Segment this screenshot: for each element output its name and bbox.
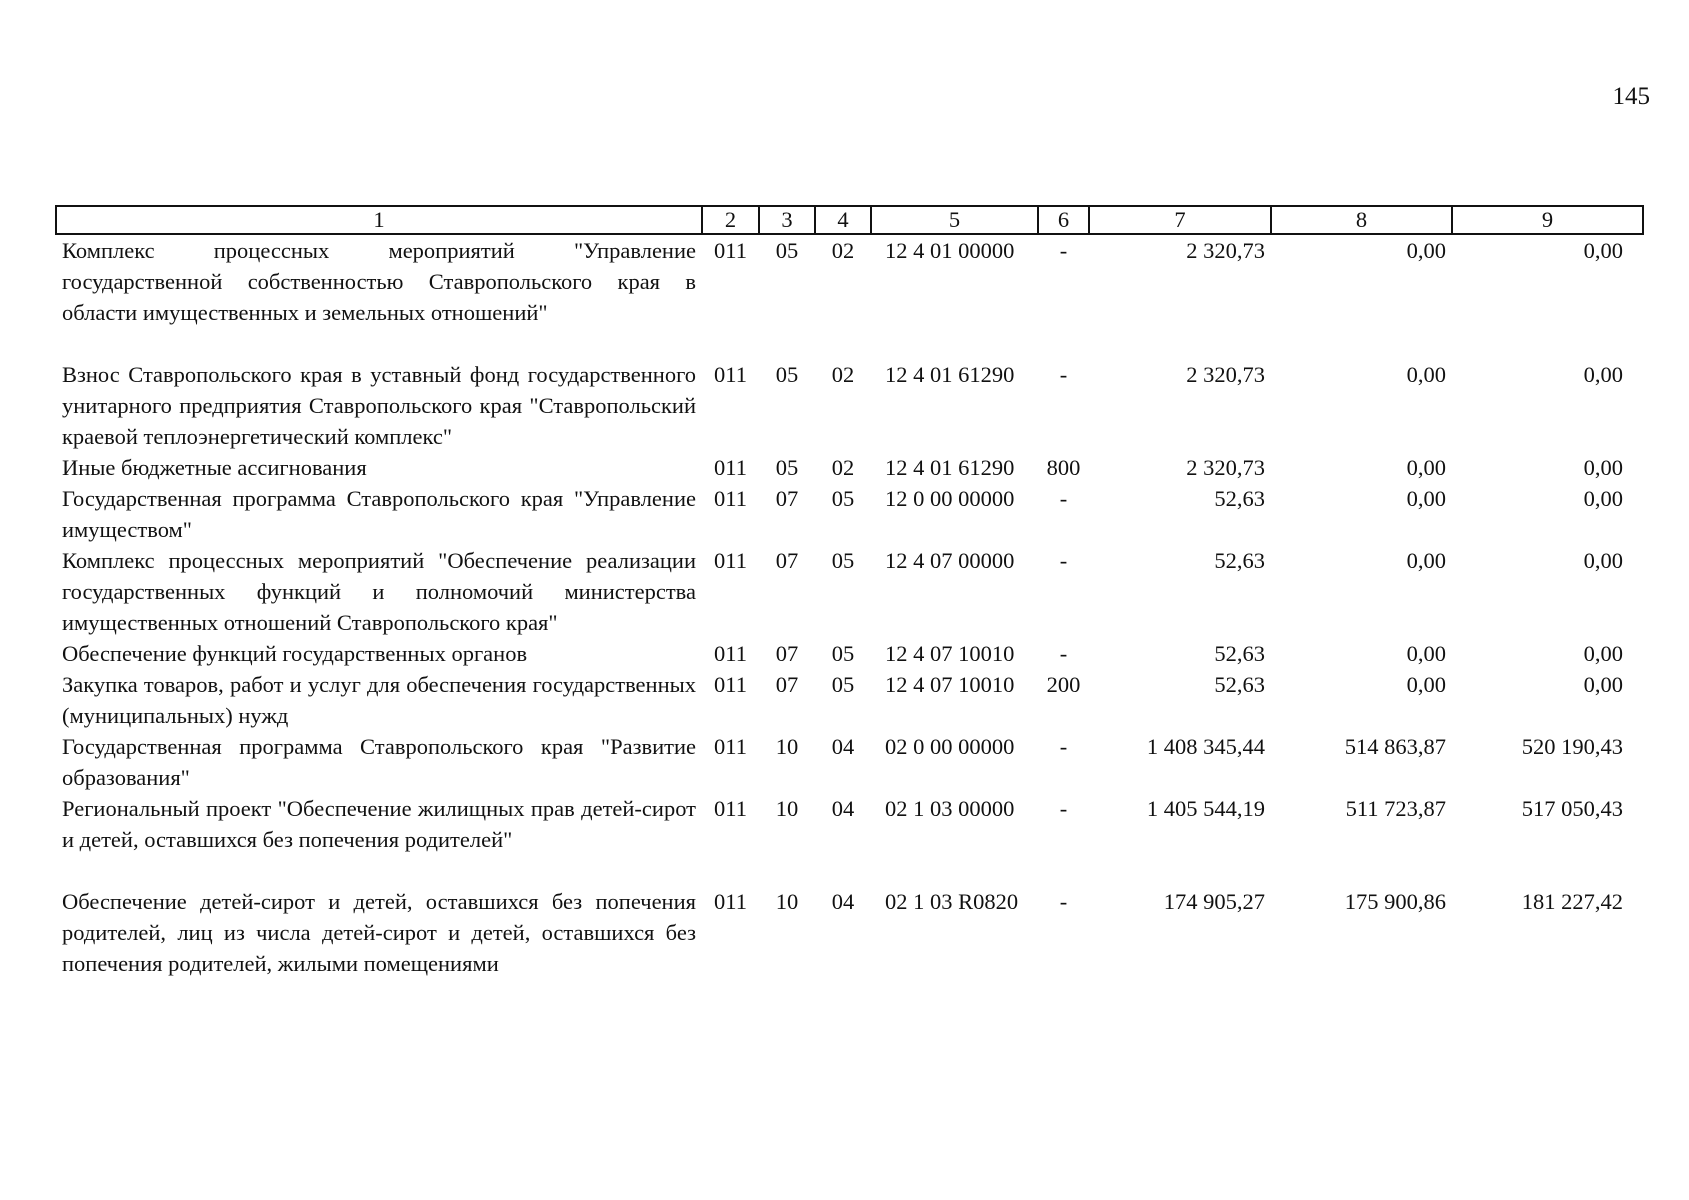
header-col-7: 7: [1089, 206, 1271, 234]
row-col-2: 011: [714, 362, 747, 387]
row-col-2: 011: [714, 548, 747, 573]
row-name: Иные бюджетные ассигнования: [62, 455, 367, 480]
page-number: 145: [1612, 83, 1650, 110]
table-row: [56, 483, 1643, 545]
table-row: [56, 731, 1643, 793]
table-row: [56, 452, 1643, 483]
row-name: Комплекс процессных мероприятий "Управление государственной собственностью Ставропольского края в области имущественных и земельных отношений": [62, 238, 696, 325]
table-row: [56, 886, 1643, 979]
table-row: [56, 359, 1643, 452]
row-col-4: 02: [831, 238, 855, 263]
header-col-6: 6: [1038, 206, 1089, 234]
row-col-9: 0,00: [1583, 672, 1623, 697]
header-col-5: 5: [871, 206, 1038, 234]
row-col-5: 12 4 01 61290: [885, 362, 1015, 387]
row-name: Обеспечение функций государственных органов: [62, 641, 528, 666]
row-col-3: 07: [775, 548, 799, 573]
row-col-4: 05: [831, 486, 855, 511]
row-col-9: 0,00: [1583, 548, 1623, 573]
row-col-3: 10: [775, 889, 799, 914]
row-col-2: 011: [714, 238, 747, 263]
row-col-8: 0,00: [1406, 486, 1446, 511]
row-col-5: 02 1 03 R0820: [885, 889, 1019, 914]
row-col-9: 517 050,43: [1521, 796, 1623, 821]
row-col-6: -: [1059, 548, 1068, 573]
row-col-2: 011: [714, 889, 747, 914]
row-col-7: 52,63: [1214, 486, 1265, 511]
row-col-5: 12 4 07 10010: [885, 641, 1015, 666]
row-col-4: 04: [831, 889, 855, 914]
row-col-5: 12 4 07 00000: [885, 548, 1015, 573]
row-col-3: 10: [775, 796, 799, 821]
row-col-9: 181 227,42: [1521, 889, 1623, 914]
header-col-1: 1: [56, 206, 702, 234]
row-col-9: 0,00: [1583, 641, 1623, 666]
row-col-2: 011: [714, 641, 747, 666]
row-col-3: 07: [775, 486, 799, 511]
row-name: Закупка товаров, работ и услуг для обеспечения государственных (муниципальных) нужд: [62, 672, 696, 728]
row-col-4: 05: [831, 672, 855, 697]
row-col-2: 011: [714, 486, 747, 511]
row-col-4: 04: [831, 734, 855, 759]
row-col-4: 02: [831, 362, 855, 387]
row-name: Комплекс процессных мероприятий "Обеспечение реализации государственных функций и полномочий министерства имущественных отношений Ставропольского края": [62, 548, 696, 635]
row-col-7: 2 320,73: [1186, 238, 1265, 263]
row-col-7: 52,63: [1214, 672, 1265, 697]
row-col-6: -: [1059, 362, 1068, 387]
row-col-8: 175 900,86: [1344, 889, 1446, 914]
row-col-6: 200: [1046, 672, 1081, 697]
row-name: Региональный проект "Обеспечение жилищных прав детей-сирот и детей, оставшихся без попечения родителей": [62, 796, 696, 852]
header-col-3: 3: [759, 206, 815, 234]
row-col-8: 0,00: [1406, 455, 1446, 480]
row-col-7: 2 320,73: [1186, 362, 1265, 387]
budget-table: [55, 205, 1644, 979]
row-col-7: 174 905,27: [1163, 889, 1265, 914]
row-col-7: 52,63: [1214, 641, 1265, 666]
row-name: Обеспечение детей-сирот и детей, оставшихся без попечения родителей, лиц из числа детей-сирот и детей, оставшихся без попечения родителей, жилыми помещениями: [62, 889, 696, 976]
header-col-2: 2: [702, 206, 759, 234]
row-col-3: 05: [775, 362, 799, 387]
row-col-2: 011: [714, 796, 747, 821]
row-col-7: 52,63: [1214, 548, 1265, 573]
row-col-5: 02 1 03 00000: [885, 796, 1015, 821]
row-col-5: 12 0 00 00000: [885, 486, 1015, 511]
row-col-6: -: [1059, 734, 1068, 759]
row-col-8: 0,00: [1406, 548, 1446, 573]
row-col-3: 05: [775, 238, 799, 263]
row-col-4: 02: [831, 455, 855, 480]
row-col-9: 0,00: [1583, 238, 1623, 263]
row-name: Взнос Ставропольского края в уставный фонд государственного унитарного предприятия Ставропольского края "Ставропольский краевой теплоэнергетический комплекс": [62, 362, 696, 449]
table-header-row: [56, 206, 1643, 234]
row-col-2: 011: [714, 734, 747, 759]
row-col-3: 07: [775, 672, 799, 697]
row-col-8: 0,00: [1406, 672, 1446, 697]
row-col-4: 04: [831, 796, 855, 821]
row-col-9: 0,00: [1583, 362, 1623, 387]
table-row: [56, 234, 1643, 359]
row-col-9: 0,00: [1583, 455, 1623, 480]
row-col-9: 0,00: [1583, 486, 1623, 511]
row-col-8: 511 723,87: [1345, 796, 1446, 821]
row-col-6: -: [1059, 238, 1068, 263]
row-col-7: 2 320,73: [1186, 455, 1265, 480]
row-col-7: 1 408 345,44: [1146, 734, 1265, 759]
row-name: Государственная программа Ставропольского края "Управление имуществом": [62, 486, 696, 542]
row-col-8: 0,00: [1406, 238, 1446, 263]
table-row: [56, 669, 1643, 731]
row-col-5: 02 0 00 00000: [885, 734, 1015, 759]
row-col-3: 10: [775, 734, 799, 759]
header-col-8: 8: [1271, 206, 1452, 234]
row-col-5: 12 4 07 10010: [885, 672, 1015, 697]
header-col-9: 9: [1452, 206, 1643, 234]
row-col-2: 011: [714, 455, 747, 480]
row-col-2: 011: [714, 672, 747, 697]
row-col-3: 05: [775, 455, 799, 480]
row-col-3: 07: [775, 641, 799, 666]
header-col-4: 4: [815, 206, 871, 234]
row-col-7: 1 405 544,19: [1146, 796, 1265, 821]
row-col-8: 0,00: [1406, 641, 1446, 666]
row-col-4: 05: [831, 641, 855, 666]
row-col-5: 12 4 01 00000: [885, 238, 1015, 263]
row-col-6: -: [1059, 486, 1068, 511]
table-row: [56, 638, 1643, 669]
row-col-4: 05: [831, 548, 855, 573]
row-col-6: -: [1059, 641, 1068, 666]
row-col-6: -: [1059, 796, 1068, 821]
table-body: [56, 234, 1643, 979]
row-col-8: 0,00: [1406, 362, 1446, 387]
row-col-6: 800: [1046, 455, 1081, 480]
table-row: [56, 793, 1643, 886]
row-col-5: 12 4 01 61290: [885, 455, 1015, 480]
table-row: [56, 545, 1643, 638]
row-name: Государственная программа Ставропольского края "Развитие образования": [62, 734, 696, 790]
row-col-8: 514 863,87: [1344, 734, 1446, 759]
row-col-9: 520 190,43: [1521, 734, 1623, 759]
row-col-6: -: [1059, 889, 1068, 914]
